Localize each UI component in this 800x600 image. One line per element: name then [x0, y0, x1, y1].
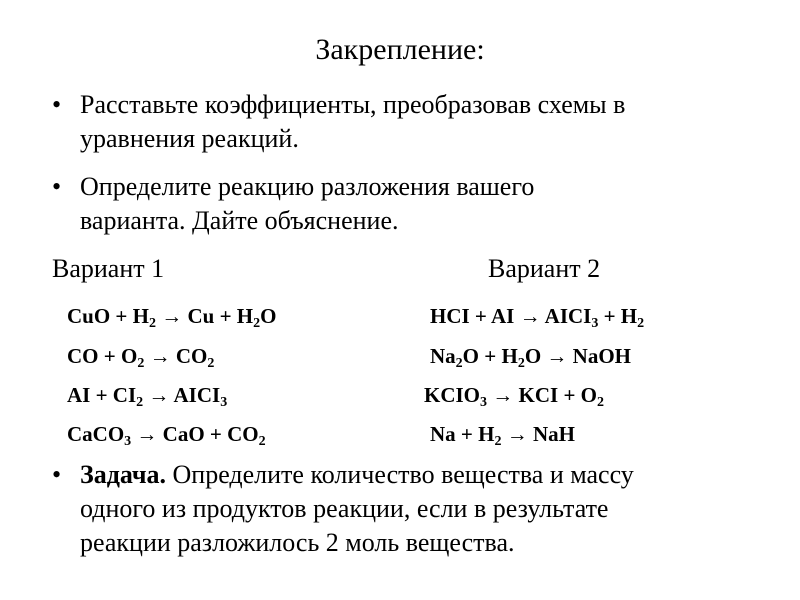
- equation-v1-2: CO + $O_2 \to CO_2$: [67, 344, 215, 371]
- equation-v1-3: AI + $CI_2$ → $AICI_3$: [67, 383, 228, 410]
- variant-2-heading: Вариант 2: [488, 254, 601, 283]
- task-label: Задача.: [80, 460, 166, 489]
- equation-v1-1: CuO + $H_2 \to Cu + H_2O$: [67, 304, 277, 331]
- bullet-task: [52, 458, 752, 560]
- bullet-dot: •: [52, 460, 62, 489]
- bullet-dot: •: [52, 172, 62, 201]
- bullet-line: Расставьте коэффициенты, преобразовав схемы в: [80, 90, 626, 119]
- equation-v2-2: $Na_2O + H_2O$ → NaOH: [430, 344, 631, 371]
- variant-1-heading: Вариант 1: [52, 254, 165, 283]
- task-line-1: Задача. Определите количество вещества и массу: [80, 460, 634, 489]
- bullet-coefficients: [52, 88, 752, 156]
- task-line-3: реакции разложилось 2 моль вещества.: [80, 528, 515, 557]
- equation-v2-4: $Na + H_2$ → NaH: [430, 422, 575, 449]
- bullet-line: варианта. Дайте объяснение.: [80, 206, 399, 235]
- equation-v1-4: CaCO$_3$ → CaO + $CO_2$: [67, 422, 266, 449]
- bullet-line: Определите реакцию разложения вашего: [80, 172, 535, 201]
- bullet-line: уравнения реакций.: [80, 124, 299, 153]
- equation-v2-1: HCI + AI → $AICI_3 + H_2$: [430, 304, 645, 331]
- bullet-dot: •: [52, 90, 62, 119]
- slide-title: Закрепление:: [315, 33, 485, 66]
- equation-v2-3: $KCIO_3$ → KCI + $O_2$: [424, 383, 604, 410]
- bullet-decomposition: [52, 170, 752, 238]
- task-line-2: одного из продуктов реакции, если в результате: [80, 494, 609, 523]
